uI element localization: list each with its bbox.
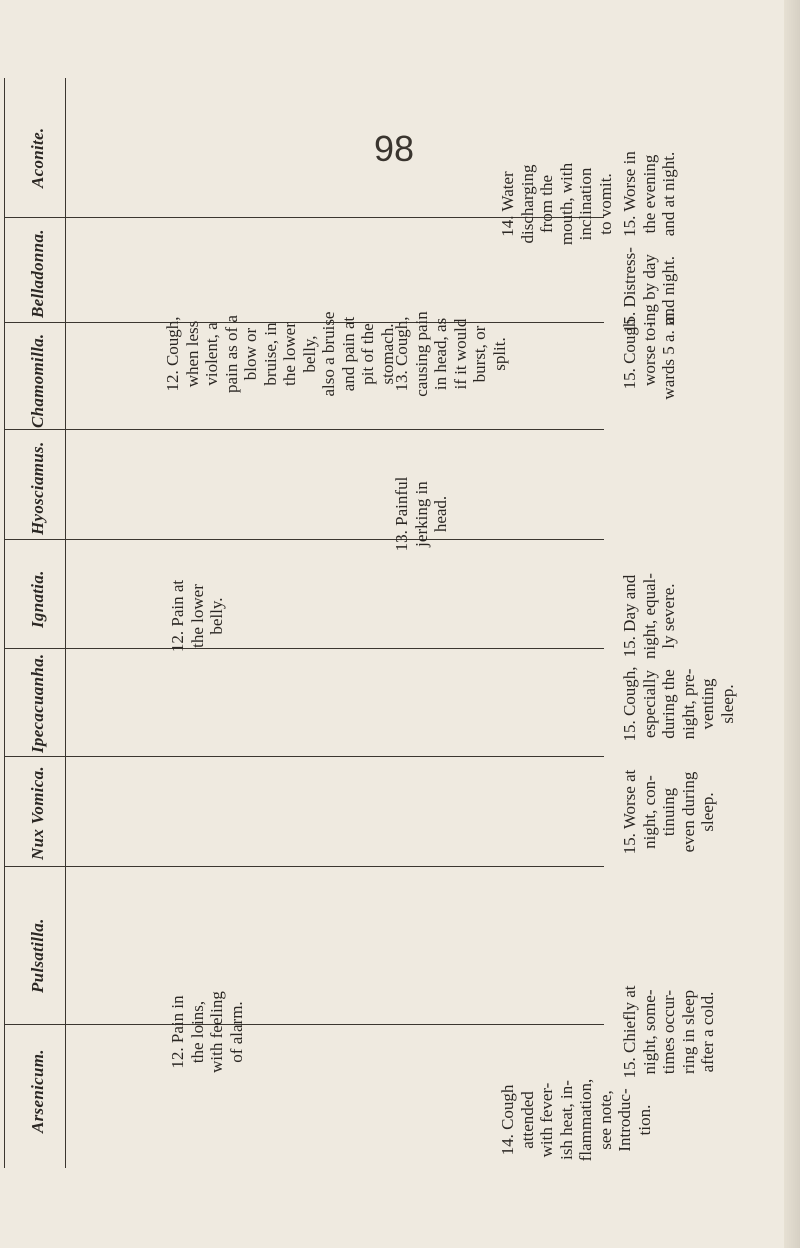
col-divider xyxy=(4,648,604,649)
col-divider xyxy=(4,539,604,540)
remedy-header-arsenicum: Arsenicum. xyxy=(28,1049,47,1133)
page-number: 98 xyxy=(374,128,415,169)
remedy-header-chamomilla: Chamomilla. xyxy=(28,333,47,428)
entry-aconite-14: 14. Cough attended with fever- ish heat, in- flammation, see note, Introduc- tion. xyxy=(498,1078,654,1162)
remedy-header-ignatia: Ignatia. xyxy=(28,570,47,628)
remedy-header-nux-vomica: Nux Vomica. xyxy=(28,766,47,860)
entry-chamomilla-15: 15. Worse at night, con- tinuing even during sleep. xyxy=(620,769,717,855)
header-rule xyxy=(4,78,5,1168)
entry-pulsatilla-15: 15. Distress- ing by day and night. xyxy=(620,247,678,333)
header-bottom-rule xyxy=(65,78,66,1168)
col-divider xyxy=(4,866,604,867)
entry-ignatia-12: 12. Pain at the lower belly. xyxy=(168,579,226,653)
col-divider xyxy=(4,756,604,757)
entry-arsenicum-15: 15. Worse in the evening and at night. xyxy=(620,151,678,237)
entry-belladonna-12: 12. Pain in the loins, with feeling of alarm. xyxy=(168,991,246,1073)
entry-hyosciamus-15: 15. Cough, especially during the night, pre- venting sleep. xyxy=(620,666,737,742)
remedy-header-hyosciamus: Hyosciamus. xyxy=(28,441,47,535)
remedy-header-belladonna: Belladonna. xyxy=(28,229,47,318)
remedy-header-ipecacuanha: Ipecacuanha. xyxy=(28,653,47,753)
remedy-header-pulsatilla: Pulsatilla. xyxy=(28,918,47,993)
col-divider xyxy=(4,429,604,430)
entry-nux-vomica-15: 15. Cough worse to- wards 5 a. m. xyxy=(620,308,678,400)
entry-ipecacuanha-13: 13. Painful jerking in head. xyxy=(392,476,450,552)
entry-pulsatilla-14: 14. Water discharging from the mouth, with inclination to vomit. xyxy=(498,162,615,246)
col-divider xyxy=(4,1024,604,1025)
entry-nux-vomica-13: 13. Cough, causing pain in head, as if it would burst, or split. xyxy=(392,311,509,397)
remedy-header-aconite: Aconite. xyxy=(28,127,47,188)
entry-ignatia-15: 15. Day and night, equal- ly severe. xyxy=(620,573,678,659)
entry-belladonna-15: 15. Chiefly at night, some- times occur- ring in sleep after a cold. xyxy=(620,985,717,1079)
entry-nux-vomica-12: 12. Cough, when less violent, a pain as of a blow or bruise, in the lower belly, also a bruise and pain at pit of the stomach. xyxy=(163,311,397,397)
